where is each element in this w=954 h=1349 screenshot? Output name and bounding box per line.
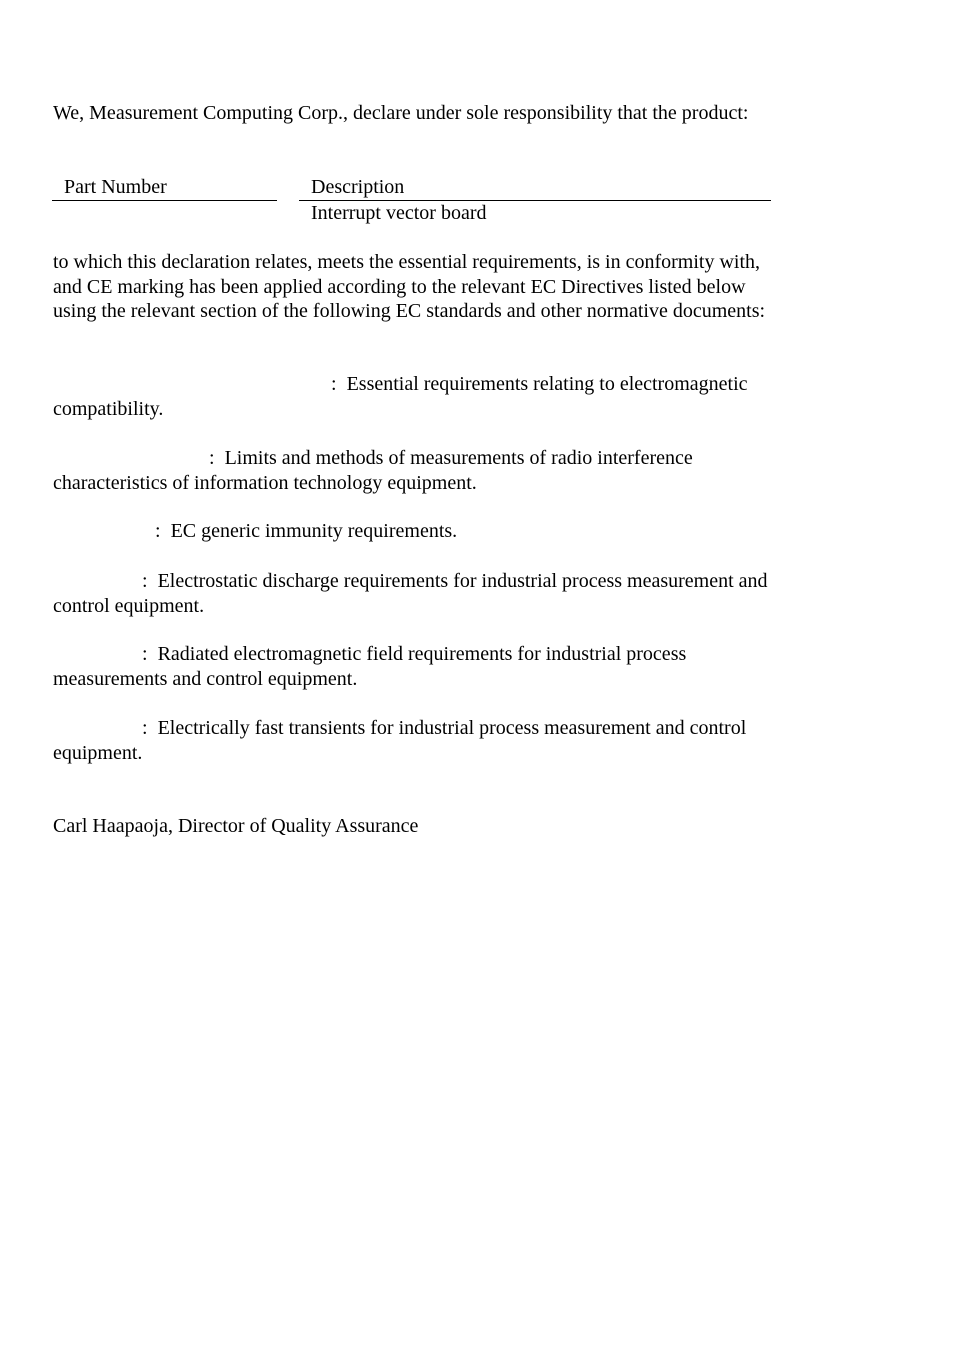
standard-separator: : — [142, 570, 148, 592]
standard-item — [53, 642, 773, 691]
description-cell: Interrupt vector board — [311, 202, 487, 224]
standard-item — [53, 446, 773, 495]
standard-description: EC generic immunity requirements. — [170, 520, 458, 542]
standard-item — [53, 569, 773, 618]
description-header: Description — [311, 176, 405, 198]
standard-description: Electrostatic discharge requirements for industrial process measurement and control equipment. — [53, 570, 768, 617]
standard-description: Radiated electromagnetic field requirements for industrial process measurements and control equipment. — [53, 643, 687, 690]
standard-description: Electrically fast transients for industrial process measurement and control equipment. — [53, 717, 747, 764]
standard-separator: : — [142, 717, 148, 739]
signatory-line: Carl Haapaoja, Director of Quality Assurance — [53, 815, 419, 837]
standard-separator: : — [142, 643, 148, 665]
standard-item — [53, 716, 773, 765]
standard-item — [53, 519, 773, 544]
part-number-header-rule — [52, 200, 277, 201]
part-number-header: Part Number — [64, 176, 167, 198]
standard-description: Essential requirements relating to electromagnetic compatibility. — [53, 373, 748, 420]
intro-paragraph: We, Measurement Computing Corp., declare under sole responsibility that the product: — [53, 102, 749, 124]
standard-separator: : — [331, 373, 337, 395]
standard-separator: : — [155, 520, 161, 542]
standard-item — [53, 372, 773, 421]
standard-description: Limits and methods of measurements of radio interference characteristics of information technology equipment. — [53, 447, 693, 494]
conformity-paragraph: to which this declaration relates, meets the essential requirements, is in conformity with, and CE marking has been applied according to the relevant EC Directives listed below using the relevant section of the following EC standards and other normative documents: — [53, 251, 766, 322]
standard-separator: : — [209, 447, 215, 469]
